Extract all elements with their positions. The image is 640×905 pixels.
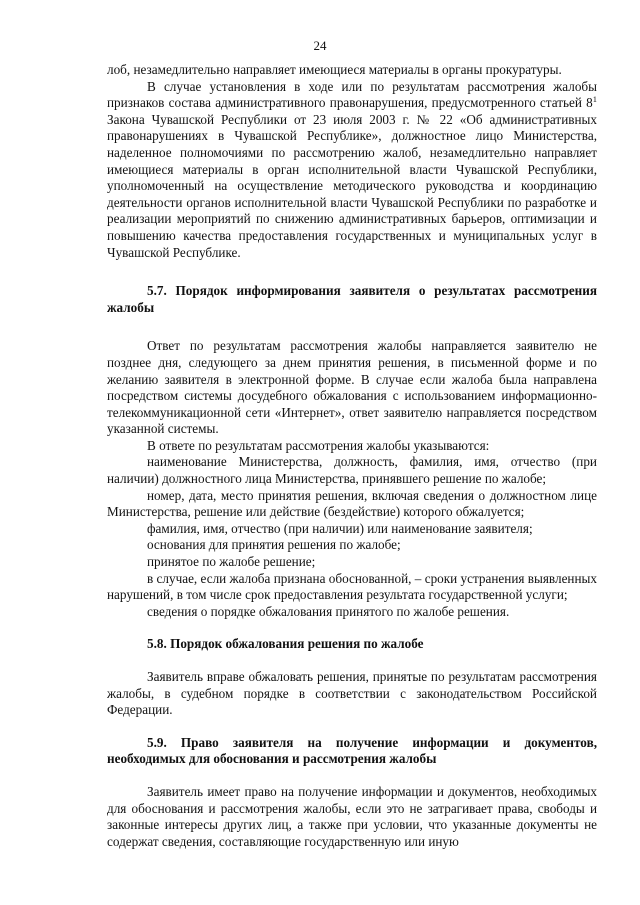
list-item: номер, дата, место принятия решения, включая сведения о должностном лице Министерства, решение или действие (бездействие) которого обжалуется; — [107, 487, 597, 520]
section-5-8-paragraph-1: Заявитель вправе обжаловать решения, принятые по результатам рассмотрения жалобы, в судебном порядке в соответствии с законодательством Российской Федерации. — [107, 669, 597, 718]
section-5-8-heading: 5.8. Порядок обжалования решения по жалобе — [147, 636, 424, 652]
list-item: сведения о порядке обжалования принятого по жалобе решения. — [147, 603, 510, 619]
list-item: в случае, если жалоба признана обоснованной, – сроки устранения выявленных нарушений, в том числе срок предоставления результата государственной услуги; — [107, 570, 597, 603]
section-5-7-paragraph-2: В ответе по результатам рассмотрения жалобы указываются: — [147, 437, 490, 453]
article-superscript: 1 — [592, 94, 597, 105]
section-5-9-paragraph-1: Заявитель имеет право на получение информации и документов, необходимых для обоснования и рассмотрения жалобы, если это не затрагивает права, свободы и законные интересы других лиц, а также при условии, что указанные документы не содержат сведения, составляющие государственную или иную — [107, 783, 597, 849]
paragraph-continuation: лоб, незамедлительно направляет имеющиеся материалы в органы прокуратуры. — [107, 62, 562, 77]
paragraph-administrative-offense — [107, 79, 597, 262]
section-5-9-heading: 5.9. Право заявителя на получение информации и документов, необходимых для обоснования и рассмотрения жалобы — [107, 734, 597, 767]
section-5-7-heading: 5.7. Порядок информирования заявителя о результатах рассмотрения жалобы — [107, 283, 597, 315]
list-item: принятое по жалобе решение; — [147, 554, 316, 570]
page-content — [107, 62, 597, 850]
paragraph-text-part2: Закона Чувашской Республики от 23 июля 2003 г. № 22 «Об административных правонарушениях в Чувашской Республике», должностное лицо Министерства, наделенное полномочиями по рассмотрению жалоб, незамедлительно направляет имеющиеся материалы в орган исполнительной власти Чувашской Республики, уполномоченный на осуществление методического руководства и координацию деятельности органов исполнительной власти Чувашской Республики по разработке и реализации мероприятий по снижению административных барьеров, оптимизации и повышению качества предоставления государственных и муниципальных услуг в Чувашской Республике. — [107, 111, 597, 260]
page-number: 24 — [313, 38, 327, 53]
list-item: основания для принятия решения по жалобе; — [147, 537, 401, 553]
list-item: фамилия, имя, отчество (при наличии) или наименование заявителя; — [147, 520, 533, 536]
list-item: наименование Министерства, должность, фамилия, имя, отчество (при наличии) должностного лица Министерства, принявшего решение по жалобе; — [107, 454, 597, 487]
section-5-7-paragraph-1: Ответ по результатам рассмотрения жалобы направляется заявителю не позднее дня, следующего за днем принятия решения, в письменной форме и по желанию заявителя в электронной форме. В случае если жалоба была направлена посредством системы досудебного обжалования с использованием информационно-телекоммуникационной сети «Интернет», ответ заявителю направляется посредством указанной системы. — [107, 338, 597, 437]
paragraph-text-part1: В случае установления в ходе или по результатам рассмотрения жалобы признаков состава административного правонарушения, предусмотренного статьей 8 — [107, 78, 597, 111]
